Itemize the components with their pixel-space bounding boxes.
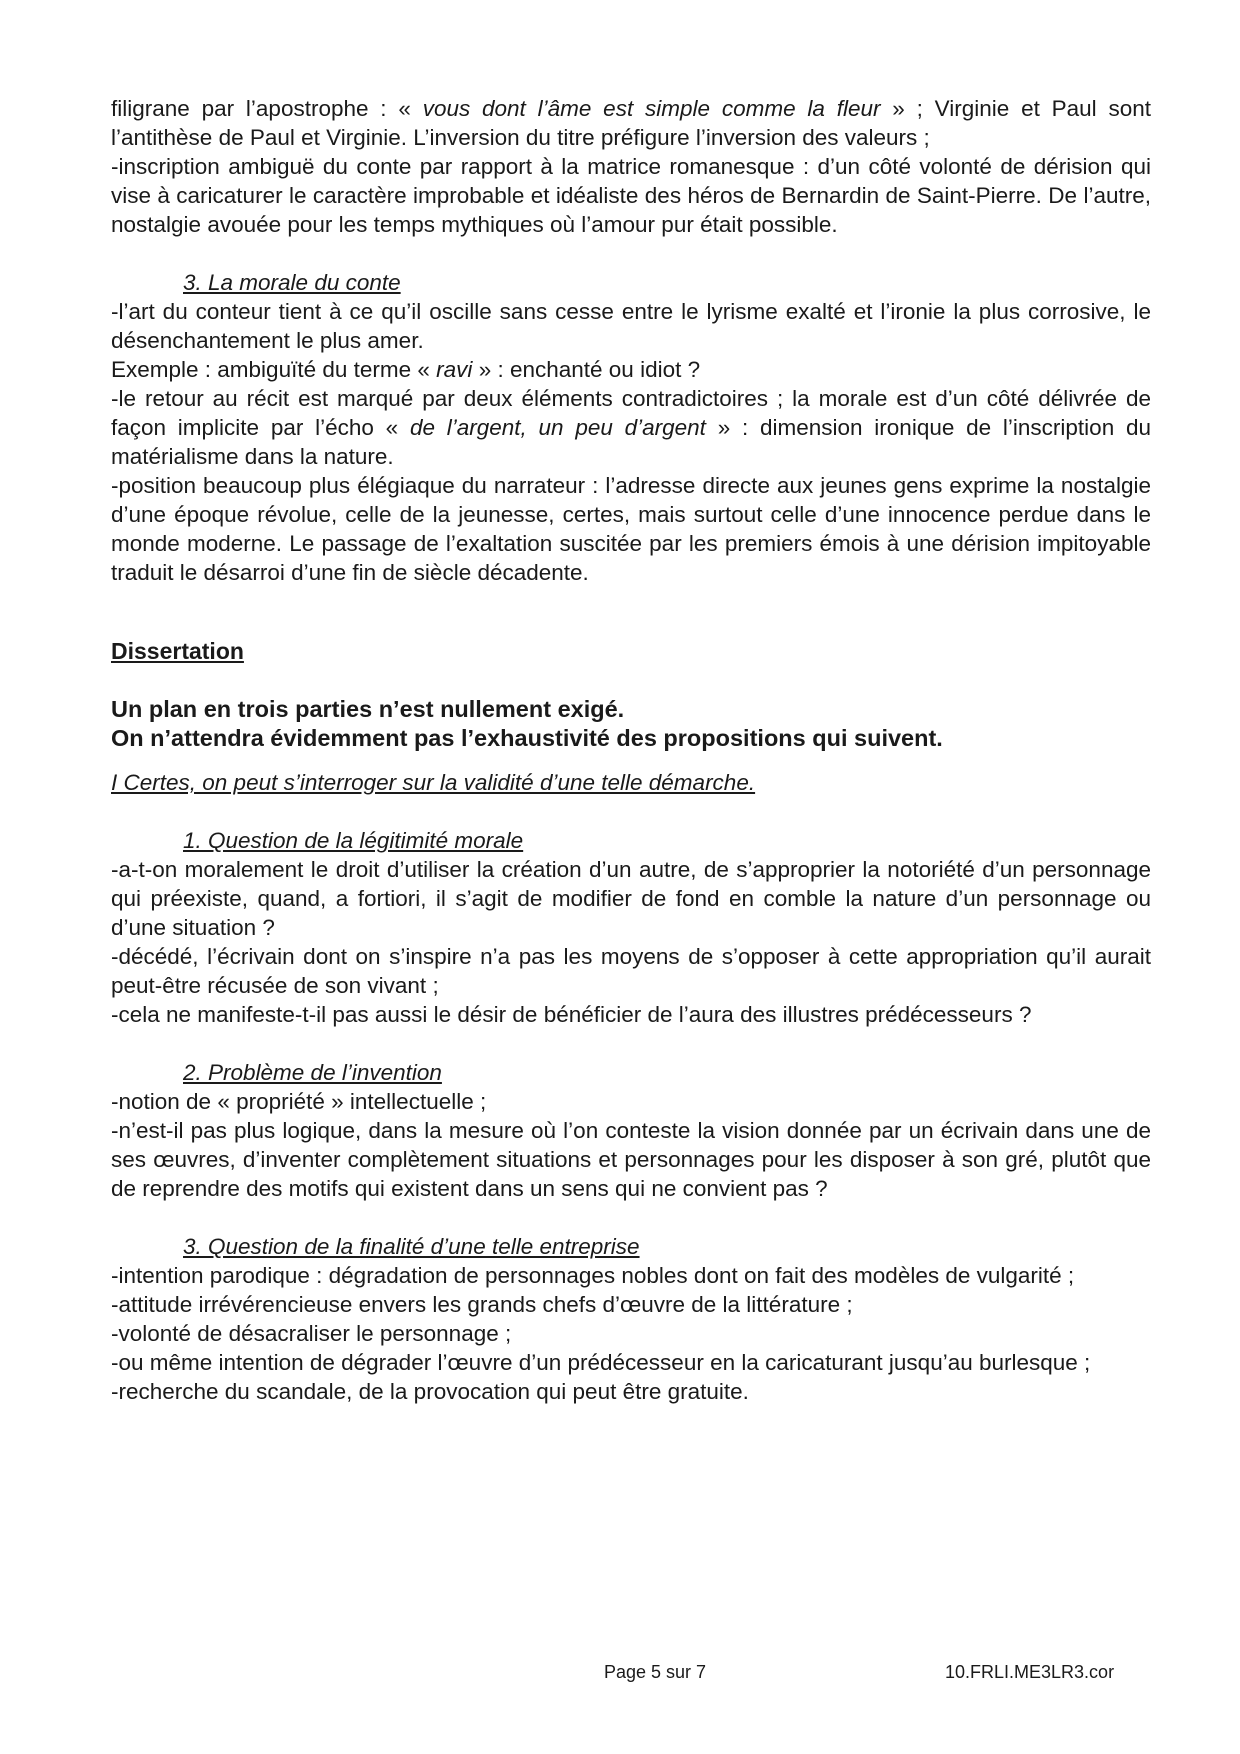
- intro-paragraph-2: -inscription ambiguë du conte par rapport à la matrice romanesque : d’un côté volonté de dérision qui vise à caricaturer le caractère improbable et idéaliste des héros de Bernardin de Saint-Pierre. De l’autre, nostalgie avouée pour les temps mythiques où l’amour pur était possible.: [111, 154, 1151, 237]
- morale-p3-text-cont: » : dimension ironique de l’inscription du matérialisme dans la nature.: [111, 415, 1151, 469]
- morale-example-text: Exemple : ambiguïté du terme «: [111, 357, 437, 382]
- morale-p3-text: -le retour au récit est marqué par deux éléments contradictoires ; la morale est d’un côté délivrée de façon implicite par l’écho «: [111, 386, 1151, 440]
- section-1-paragraph-3: -cela ne manifeste-t-il pas aussi le désir de bénéficier de l’aura des illustres prédécesseurs ?: [111, 1002, 1032, 1027]
- section-3-paragraph-4: -ou même intention de dégrader l’œuvre d’un prédécesseur en la caricaturant jusqu’au burlesque ;: [111, 1350, 1091, 1375]
- section-1-paragraph-1: -a-t-on moralement le droit d’utiliser la création d’un autre, de s’approprier la notoriété d’un personnage qui préexiste, quand, a fortiori, il s’agit de modifier de fond en comble la nature d’un personnage ou d’une situation ?: [111, 857, 1151, 940]
- morale-paragraph-1: -l’art du conteur tient à ce qu’il oscille sans cesse entre le lyrisme exalté et l’ironie la plus corrosive, le désenchantement le plus amer.: [111, 299, 1151, 353]
- morale-example-term: ravi: [436, 357, 473, 382]
- section-3-paragraph-2: -attitude irrévérencieuse envers les grands chefs d’œuvre de la littérature ;: [111, 1292, 853, 1317]
- dissertation-note-1: Un plan en trois parties n’est nullement exigé.: [111, 696, 625, 722]
- morale-paragraph-3: [111, 384, 1151, 471]
- section-1-subtitle: 1. Question de la légitimité morale: [183, 828, 524, 853]
- section-3-paragraph-1: -intention parodique : dégradation de personnages nobles dont on fait des modèles de vulgarité ;: [111, 1263, 1075, 1288]
- morale-subtitle: 3. La morale du conte: [183, 270, 401, 295]
- morale-paragraph-4: -position beaucoup plus élégiaque du narrateur : l’adresse directe aux jeunes gens exprime la nostalgie d’une époque révolue, celle de la jeunesse, certes, mais surtout celle d’une innocence perdue dans le monde moderne. Le passage de l’exaltation suscitée par les premiers émois à une dérision impitoyable traduit le désarroi d’une fin de siècle décadente.: [111, 473, 1151, 585]
- dissertation-note-2: On n’attendra évidemment pas l’exhaustivité des propositions qui suivent.: [111, 725, 943, 751]
- intro-text-cont: » ; Virginie et Paul sont l’antithèse de Paul et Virginie. L’inversion du titre préfigure l’inversion des valeurs ;: [111, 96, 1152, 150]
- section-3-paragraph-3: -volonté de désacraliser le personnage ;: [111, 1321, 512, 1346]
- intro-paragraph-1: [111, 94, 1151, 152]
- document-reference: 10.FRLI.ME3LR3.cor: [945, 1662, 1115, 1682]
- section-3-subtitle: 3. Question de la finalité d’une telle entreprise: [183, 1234, 640, 1259]
- section-1-paragraph-2: -décédé, l’écrivain dont on s’inspire n’a pas les moyens de s’opposer à cette appropriation qu’il aurait peut-être récusée de son vivant ;: [111, 944, 1151, 998]
- section-2-paragraph-2: -n’est-il pas plus logique, dans la mesure où l’on conteste la vision donnée par un écrivain dans une de ses œuvres, d’inventer complètement situations et personnages pour les disposer à son gré, plutôt que de reprendre des motifs qui existent dans un sens qui ne convient pas ?: [111, 1118, 1151, 1201]
- morale-paragraph-2: [111, 355, 1151, 384]
- section-2-paragraph-1: -notion de « propriété » intellectuelle ;: [111, 1089, 487, 1114]
- page-content: [111, 94, 1151, 1406]
- part-1-title: I Certes, on peut s’interroger sur la validité d’une telle démarche.: [111, 770, 756, 795]
- intro-text: filigrane par l’apostrophe : «: [111, 96, 423, 121]
- page-number: Page 5 sur 7: [604, 1662, 707, 1682]
- morale-p3-quote: de l’argent, un peu d’argent: [409, 415, 706, 440]
- morale-example-text-cont: » : enchanté ou idiot ?: [472, 357, 701, 382]
- dissertation-heading: Dissertation: [111, 638, 244, 664]
- intro-quote: vous dont l’âme est simple comme la fleur: [422, 96, 881, 121]
- section-2-subtitle: 2. Problème de l’invention: [183, 1060, 442, 1085]
- section-3-paragraph-5: -recherche du scandale, de la provocation qui peut être gratuite.: [111, 1379, 749, 1404]
